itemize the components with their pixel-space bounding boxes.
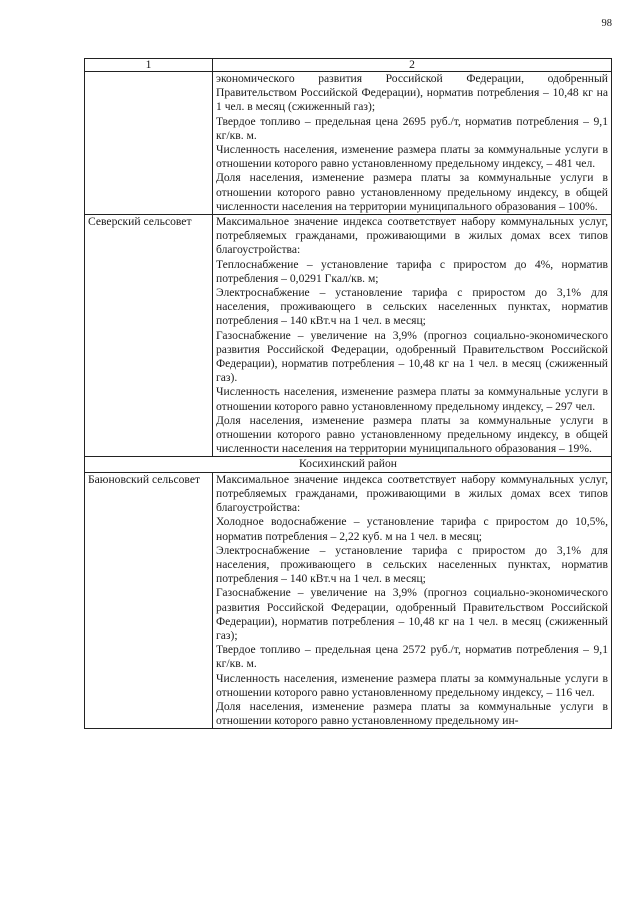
description-paragraph: Доля населения, изменение размера платы за коммунальные услуги в отношении которого равно установленному предельному индексу, в общей численности населения на территории муниципального образования – 19%. xyxy=(216,413,608,456)
table-header-row xyxy=(85,59,612,72)
table-row xyxy=(85,472,612,729)
indicator-description xyxy=(213,72,612,215)
description-paragraph: Теплоснабжение – установление тарифа с приростом до 4%, норматив потребления – 0,0291 Гкал/кв. м; xyxy=(216,257,608,285)
data-table xyxy=(84,58,612,729)
description-paragraph: Доля населения, изменение размера платы за коммунальные услуги в отношении которого равно установленному предельному ин- xyxy=(216,699,608,728)
description-paragraph: Электроснабжение – установление тарифа с приростом до 3,1% для населения, проживающего в сельских населенных пунктах, норматив потребления – 140 кВт.ч на 1 чел. в месяц; xyxy=(216,543,608,586)
table-row xyxy=(85,72,612,215)
description-paragraph: Холодное водоснабжение – установление тарифа с приростом до 10,5%, норматив потребления – 2,22 куб. м на 1 чел. в месяц; xyxy=(216,515,608,543)
settlement-name: Баюновский сельсовет xyxy=(85,472,213,729)
description-paragraph: Максимальное значение индекса соответствует набору коммунальных услуг, потребляемых гражданами, проживающими в жилых домах всех типов благоустройства: xyxy=(216,472,608,515)
table-body xyxy=(85,59,612,729)
region-row xyxy=(85,457,612,472)
settlement-name: Северский сельсовет xyxy=(85,215,213,457)
description-paragraph: экономического развития Российской Федерации, одобренный Правительством Российской Федерации), норматив потребления – 10,48 кг на 1 чел. в месяц (сжиженный газ); xyxy=(216,72,608,114)
description-paragraph: Твердое топливо – предельная цена 2695 руб./т, норматив потребления – 9,1 кг/кв. м. xyxy=(216,114,608,142)
description-paragraph: Газоснабжение – увеличение на 3,9% (прогноз социально-экономического развития Российской Федерации, одобренный Правительством Российской Федерации), норматив потребления – 10,48 кг на 1 чел. в месяц (сжиженный газ); xyxy=(216,586,608,642)
description-paragraph: Максимальное значение индекса соответствует набору коммунальных услуг, потребляемых гражданами, проживающими в жилых домах всех типов благоустройства: xyxy=(216,215,608,257)
settlement-name xyxy=(85,72,213,215)
indicator-description xyxy=(213,215,612,457)
description-paragraph: Численность населения, изменение размера платы за коммунальные услуги в отношении которого равно установленному предельному индексу, – 481 чел. xyxy=(216,143,608,171)
description-paragraph: Доля населения, изменение размера платы за коммунальные услуги в отношении которого равно установленному предельному индексу, в общей численности населения на территории муниципального образования – 100%. xyxy=(216,171,608,213)
region-title: Косихинский район xyxy=(85,457,612,472)
page-number: 98 xyxy=(601,18,612,29)
column-header-2: 2 xyxy=(213,59,612,72)
description-paragraph: Численность населения, изменение размера платы за коммунальные услуги в отношении которого равно установленному предельному индексу, – 116 чел. xyxy=(216,671,608,699)
column-header-1: 1 xyxy=(85,59,213,72)
table-row xyxy=(85,215,612,457)
description-paragraph: Численность населения, изменение размера платы за коммунальные услуги в отношении которого равно установленному предельному индексу, – 297 чел. xyxy=(216,385,608,413)
description-paragraph: Электроснабжение – установление тарифа с приростом до 3,1% для населения, проживающего в сельских населенных пунктах, норматив потребления – 140 кВт.ч на 1 чел. в месяц; xyxy=(216,286,608,328)
description-paragraph: Газоснабжение – увеличение на 3,9% (прогноз социально-экономического развития Российской Федерации, одобренный Правительством Российской Федерации), норматив потребления – 10,48 кг на 1 чел. в месяц (сжиженный газ). xyxy=(216,328,608,385)
indicator-description xyxy=(213,472,612,729)
description-paragraph: Твердое топливо – предельная цена 2572 руб./т, норматив потребления – 9,1 кг/кв. м. xyxy=(216,643,608,671)
